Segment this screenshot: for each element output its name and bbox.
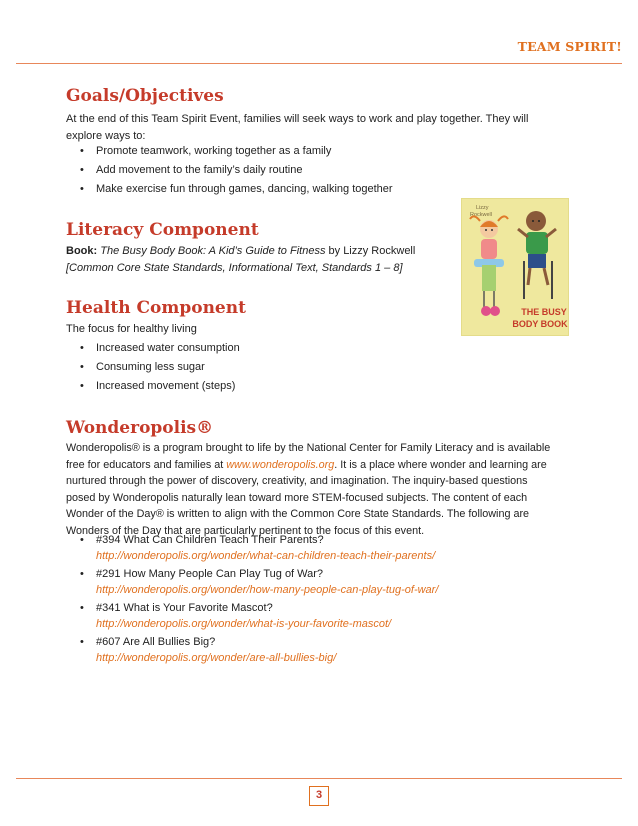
page-number: 3 xyxy=(309,786,329,806)
list-item: • Promote teamwork, working together as a family xyxy=(80,145,332,157)
book-cover-illustration xyxy=(462,199,568,335)
health-heading: Health Component xyxy=(66,298,246,318)
list-item: • Add movement to the family’s daily routine xyxy=(80,164,303,176)
list-item: • Increased movement (steps) xyxy=(80,380,236,392)
health-intro: The focus for healthy living xyxy=(66,323,197,335)
wonderopolis-paragraph: Wonderopolis® is a program brought to life by the National Center for Family Literacy and is available free for educators and families at www.wonderopolis.org. It is a place where wonder and learning are nurtured through the power of discovery, creativity, and imagination. The inquiry-based questions posed by Wonderopolis naturally lean toward more STEM-focused subjects. The content of each Wonder of the Day® is written to align with the Common Core State Standards. The following are Wonders of the Day that are particularly pertinent to the focus of this event. xyxy=(66,442,551,537)
wonder-link[interactable]: http://wonderopolis.org/wonder/how-many-people-can-play-tug-of-war/ xyxy=(96,584,439,596)
wonder-link[interactable]: http://wonderopolis.org/wonder/what-can-children-teach-their-parents/ xyxy=(96,550,436,562)
list-item: • Consuming less sugar xyxy=(80,361,205,373)
wonderopolis-site-link[interactable]: www.wonderopolis.org xyxy=(226,458,335,471)
literacy-heading: Literacy Component xyxy=(66,220,259,240)
list-item: • #341 What is Your Favorite Mascot? http://wonderopolis.org/wonder/what-is-your-favorite-mascot/ xyxy=(66,600,438,634)
literacy-book-line: Book: The Busy Body Book: A Kid’s Guide to Fitness by Lizzy Rockwell xyxy=(66,245,416,257)
book-cover-image xyxy=(461,198,569,336)
goals-intro: At the end of this Team Spirit Event, families will seek ways to work and play together. They will explore ways to: xyxy=(66,113,529,142)
goals-heading: Goals/Objectives xyxy=(66,86,224,106)
book-cover-title-1: THE BUSY xyxy=(521,307,567,317)
wonderopolis-heading: Wonderopolis® xyxy=(66,418,214,438)
footer-rule xyxy=(16,778,622,779)
wonders-list xyxy=(66,532,438,668)
list-item: • Increased water consumption xyxy=(80,342,240,354)
health-list xyxy=(66,340,240,397)
list-item: • #394 What Can Children Teach Their Parents? http://wonderopolis.org/wonder/what-can-children-teach-their-parents/ xyxy=(66,532,438,566)
literacy-standards: [Common Core State Standards, Informational Text, Standards 1 – 8] xyxy=(66,262,403,274)
book-cover-title-2: BODY BOOK xyxy=(512,319,568,329)
svg-text:Rockwell: Rockwell xyxy=(470,212,493,218)
header-rule xyxy=(16,63,622,64)
wonder-link[interactable]: http://wonderopolis.org/wonder/are-all-bullies-big/ xyxy=(96,652,337,664)
list-item: • #607 Are All Bullies Big? http://wonderopolis.org/wonder/are-all-bullies-big/ xyxy=(66,634,438,668)
goals-list xyxy=(66,143,393,200)
svg-text:Lizzy: Lizzy xyxy=(476,205,489,211)
list-item: • #291 How Many People Can Play Tug of War? http://wonderopolis.org/wonder/how-many-people-can-play-tug-of-war/ xyxy=(80,568,439,596)
list-item: • Make exercise fun through games, dancing, walking together xyxy=(80,183,393,195)
header-title: TEAM SPIRIT! xyxy=(517,39,622,54)
wonder-link[interactable]: http://wonderopolis.org/wonder/what-is-your-favorite-mascot/ xyxy=(96,618,392,630)
